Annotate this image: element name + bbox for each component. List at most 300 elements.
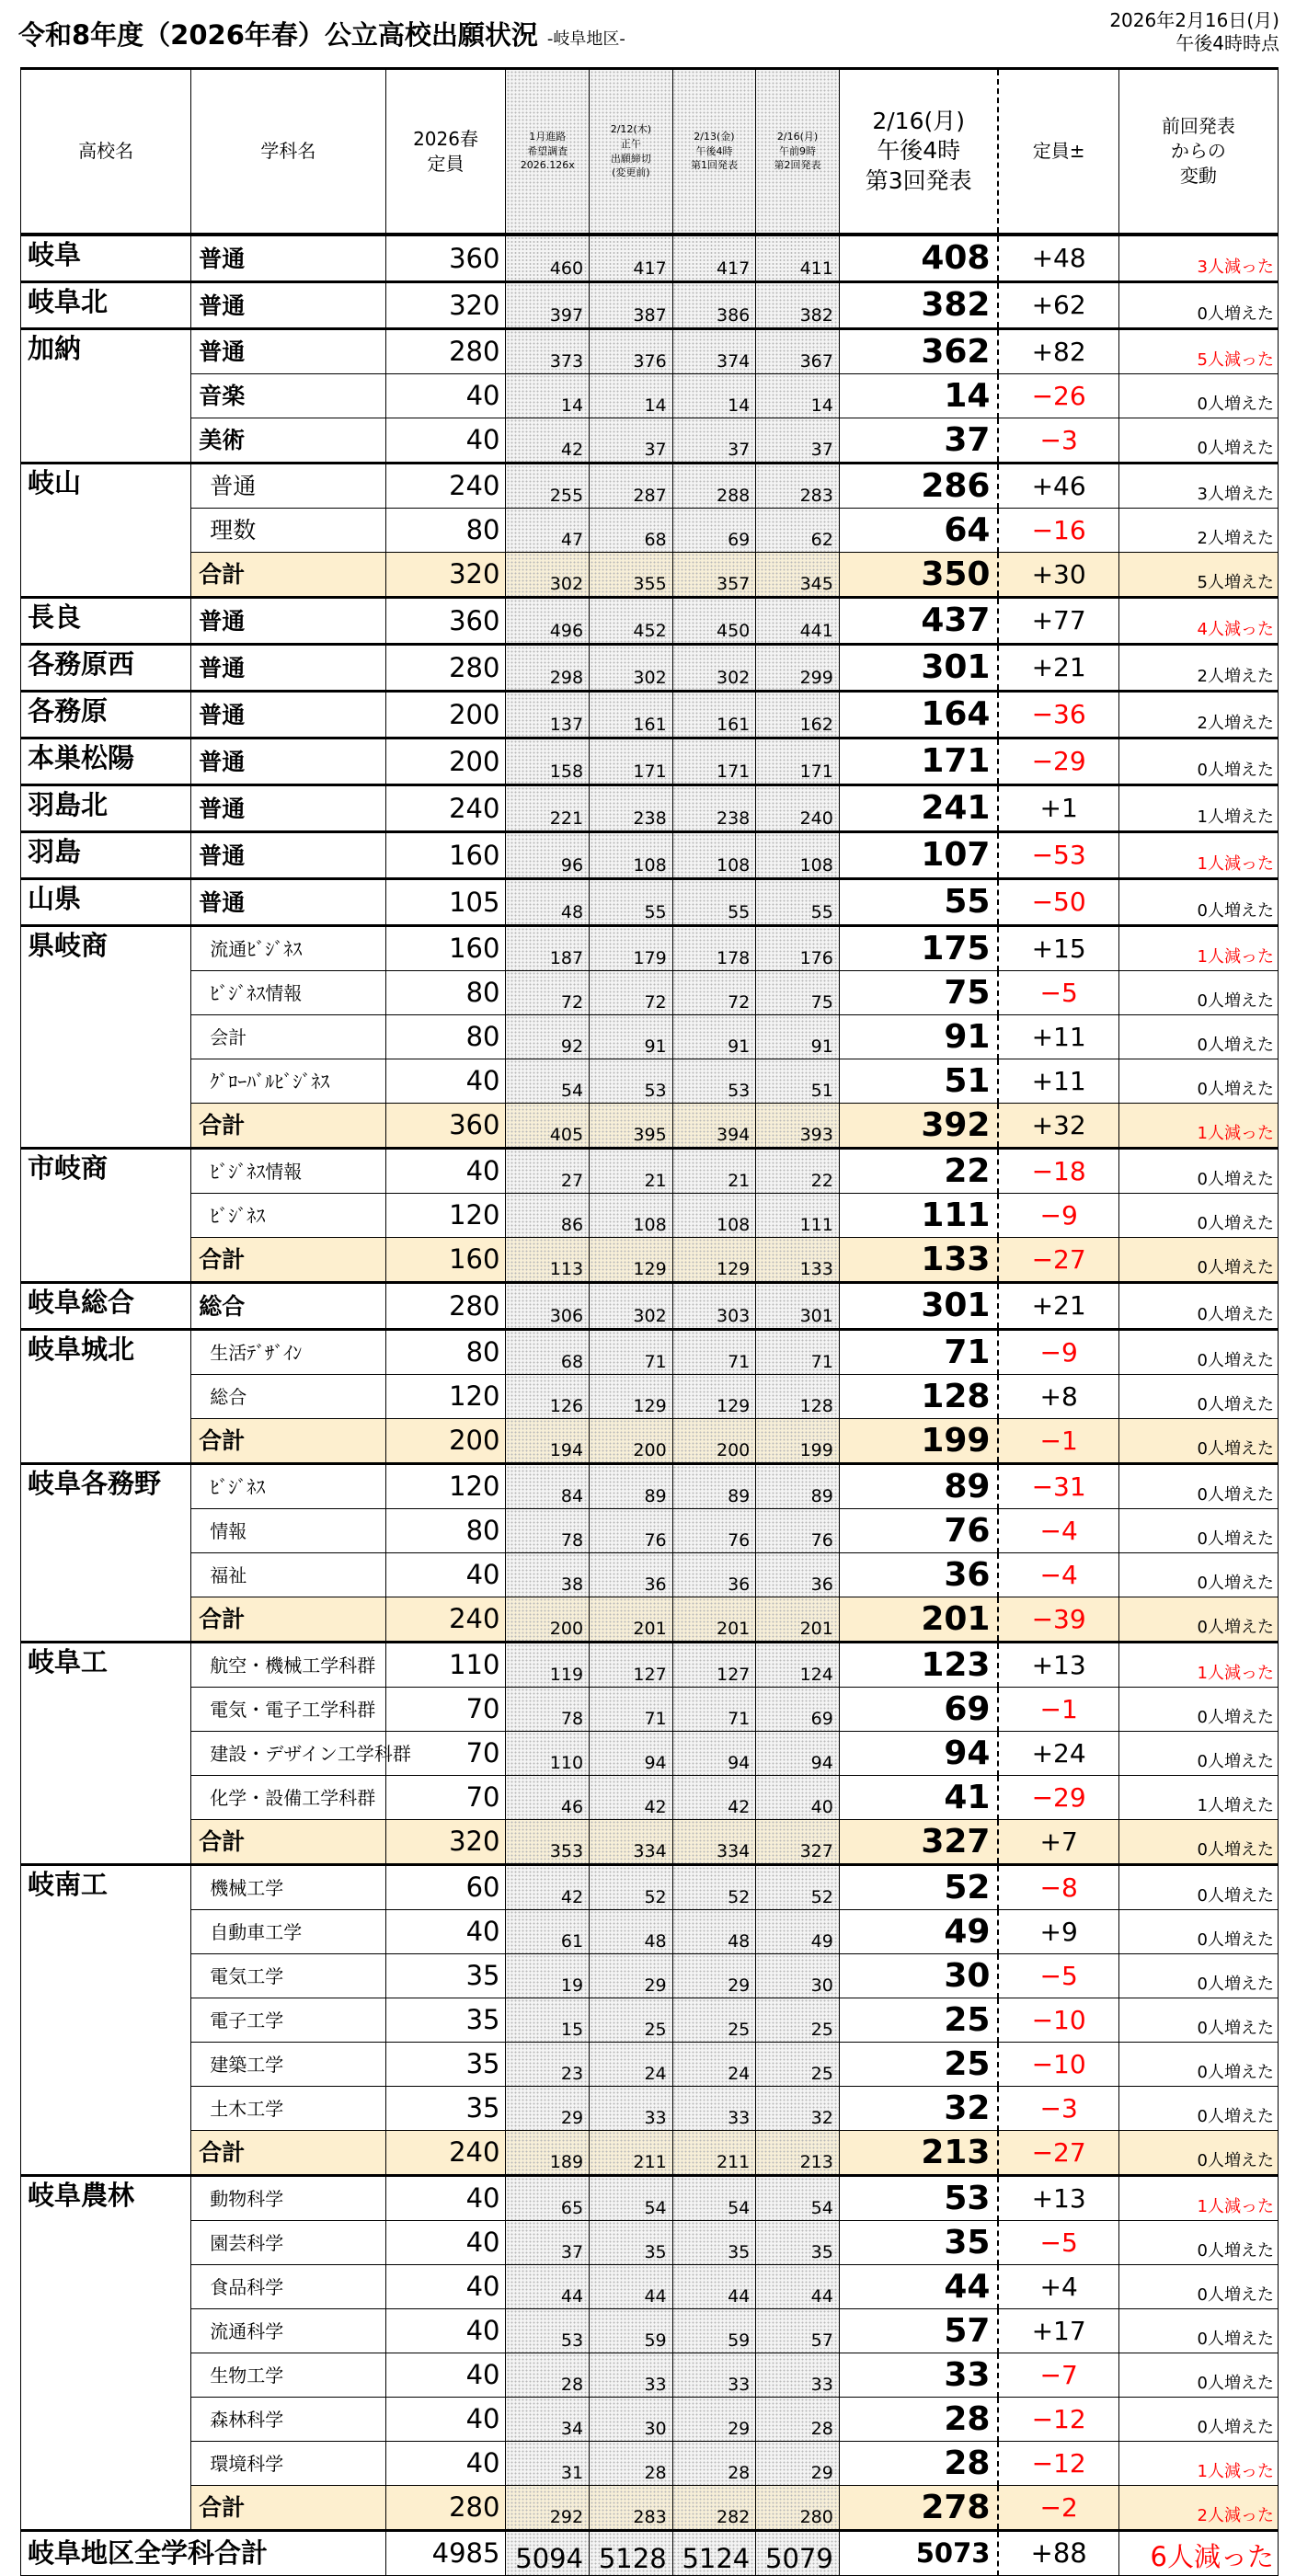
quota-cell: 120 [385, 1464, 506, 1509]
change-cell: 0人増えた [1118, 1954, 1278, 1998]
current-count-cell: 49 [839, 1910, 998, 1954]
grand-total-label: 岐阜地区全学科合計 [21, 2531, 386, 2576]
feb16am-cell: 171 [756, 738, 840, 785]
quota-diff-cell: −1 [998, 1688, 1118, 1732]
change-cell: 2人増えた [1118, 509, 1278, 553]
dept-name: 食品科学 [191, 2265, 385, 2309]
jan-survey-cell: 113 [506, 1238, 590, 1283]
feb13-cell: 127 [672, 1643, 756, 1688]
table-row [21, 282, 1279, 329]
feb13-cell: 53 [672, 1059, 756, 1104]
table-row [21, 738, 1279, 785]
feb16am-cell: 133 [756, 1238, 840, 1283]
feb12-cell: 91 [590, 1015, 673, 1059]
subtotal-row [21, 1104, 1279, 1149]
table-row [21, 832, 1279, 879]
quota-cell: 40 [385, 2176, 506, 2221]
current-count-cell: 35 [839, 2221, 998, 2265]
feb13-cell: 302 [672, 645, 756, 692]
change-cell: 0人増えた [1118, 1015, 1278, 1059]
subtotal-row [21, 1238, 1279, 1283]
dept-name: 合計 [191, 1419, 385, 1464]
quota-cell: 120 [385, 1194, 506, 1238]
jan-survey-cell: 29 [506, 2087, 590, 2131]
dept-name: ﾋﾞｼﾞﾈｽ情報 [191, 971, 385, 1015]
current-count-cell: 30 [839, 1954, 998, 1998]
feb12-head-4: (変更前) [612, 166, 650, 179]
school-name: 羽島 [21, 832, 191, 879]
dept-name: 流通科学 [191, 2309, 385, 2353]
current-count-cell: 241 [839, 785, 998, 832]
quota-diff-cell: −1 [998, 1419, 1118, 1464]
current-count-cell: 75 [839, 971, 998, 1015]
quota-cell: 70 [385, 1732, 506, 1776]
table-row [21, 2398, 1279, 2442]
change-cell: 0人増えた [1118, 1553, 1278, 1597]
quota-cell: 35 [385, 1954, 506, 1998]
dept-name: 動物科学 [191, 2176, 385, 2221]
table-row [21, 1954, 1279, 1998]
quota-diff-cell: −3 [998, 418, 1118, 464]
school-name: 長良 [21, 598, 191, 645]
current-count-cell: 213 [839, 2131, 998, 2176]
change-cell: 3人減った [1118, 235, 1278, 282]
quota-cell: 40 [385, 1059, 506, 1104]
table-row [21, 1283, 1279, 1330]
feb13-cell: 52 [672, 1865, 756, 1910]
table-row [21, 1015, 1279, 1059]
jan-survey-cell: 353 [506, 1820, 590, 1865]
subtotal-row [21, 1820, 1279, 1865]
change-cell: 1人増えた [1118, 785, 1278, 832]
feb12-cell: 36 [590, 1553, 673, 1597]
feb16am-cell: 51 [756, 1059, 840, 1104]
feb13-cell: 238 [672, 785, 756, 832]
quota-diff-cell: +21 [998, 645, 1118, 692]
current-count-cell: 51 [839, 1059, 998, 1104]
table-row [21, 1910, 1279, 1954]
quota-diff-cell: +32 [998, 1104, 1118, 1149]
feb13-cell: 374 [672, 329, 756, 374]
table-row [21, 2176, 1279, 2221]
quota-cell: 40 [385, 2221, 506, 2265]
school-name: 各務原 [21, 692, 191, 738]
jan-survey-cell: 53 [506, 2309, 590, 2353]
table-row [21, 971, 1279, 1015]
table-row [21, 1688, 1279, 1732]
quota-cell: 320 [385, 282, 506, 329]
feb12-cell: 129 [590, 1238, 673, 1283]
change-cell: 0人増えた [1118, 879, 1278, 926]
jan-survey-cell: 46 [506, 1776, 590, 1820]
quota-diff-cell: −5 [998, 971, 1118, 1015]
grand-feb12-cell: 5128 [590, 2531, 673, 2576]
feb12-cell: 59 [590, 2309, 673, 2353]
quota-cell: 40 [385, 2398, 506, 2442]
change-cell: 5人増えた [1118, 553, 1278, 598]
jan-head-2: 希望調査 [527, 144, 568, 157]
feb12-cell: 302 [590, 645, 673, 692]
jan-survey-cell: 86 [506, 1194, 590, 1238]
change-cell: 0人増えた [1118, 1149, 1278, 1194]
school-name: 各務原西 [21, 645, 191, 692]
change-cell: 0人増えた [1118, 1194, 1278, 1238]
feb13-cell: 71 [672, 1688, 756, 1732]
current-count-cell: 25 [839, 2043, 998, 2087]
current-count-cell: 32 [839, 2087, 998, 2131]
school-name: 岐阜工 [21, 1643, 191, 1865]
current-count-cell: 278 [839, 2486, 998, 2531]
jan-survey-cell: 38 [506, 1553, 590, 1597]
jan-survey-cell: 68 [506, 1330, 590, 1375]
quota-diff-cell: +1 [998, 785, 1118, 832]
change-cell: 1人減った [1118, 1104, 1278, 1149]
current-count-cell: 199 [839, 1419, 998, 1464]
quota-head-2: 定員 [427, 152, 464, 175]
change-cell: 0人増えた [1118, 2398, 1278, 2442]
current-count-cell: 164 [839, 692, 998, 738]
jan-survey-cell: 84 [506, 1464, 590, 1509]
feb16am-cell: 162 [756, 692, 840, 738]
feb16am-cell: 57 [756, 2309, 840, 2353]
dept-name: 合計 [191, 553, 385, 598]
feb13-cell: 28 [672, 2442, 756, 2486]
quota-cell: 35 [385, 1998, 506, 2043]
current-count-cell: 55 [839, 879, 998, 926]
current-count-cell: 22 [839, 1149, 998, 1194]
feb13-cell: 24 [672, 2043, 756, 2087]
current-count-cell: 91 [839, 1015, 998, 1059]
quota-diff-cell: −9 [998, 1194, 1118, 1238]
quota-diff-cell: −10 [998, 1998, 1118, 2043]
col-feb13 [672, 69, 756, 235]
quota-diff-cell: +4 [998, 2265, 1118, 2309]
feb13-cell: 29 [672, 2398, 756, 2442]
quota-diff-cell: −5 [998, 2221, 1118, 2265]
feb16am-cell: 240 [756, 785, 840, 832]
current-count-cell: 71 [839, 1330, 998, 1375]
change-cell: 0人増えた [1118, 1998, 1278, 2043]
change-cell: 0人増えた [1118, 1283, 1278, 1330]
change-cell: 1人減った [1118, 2176, 1278, 2221]
feb16am-cell: 30 [756, 1954, 840, 1998]
quota-cell: 70 [385, 1776, 506, 1820]
quota-diff-cell: −29 [998, 1776, 1118, 1820]
current-count-cell: 201 [839, 1597, 998, 1643]
dept-name: 合計 [191, 2131, 385, 2176]
feb16am-cell: 37 [756, 418, 840, 464]
dept-name: 建設・デザイン工学科群 [191, 1732, 385, 1776]
feb13-cell: 44 [672, 2265, 756, 2309]
school-name: 羽島北 [21, 785, 191, 832]
feb13-cell: 36 [672, 1553, 756, 1597]
feb16am-head-3: 第2回発表 [774, 159, 821, 172]
table-row [21, 598, 1279, 645]
feb13-cell: 108 [672, 1194, 756, 1238]
quota-diff-cell: +82 [998, 329, 1118, 374]
feb16am-cell: 327 [756, 1820, 840, 1865]
quota-diff-cell: −50 [998, 879, 1118, 926]
page-title [18, 15, 625, 52]
feb12-head-3: 出願締切 [610, 152, 651, 165]
quota-cell: 40 [385, 1149, 506, 1194]
jan-survey-cell: 65 [506, 2176, 590, 2221]
quota-cell: 40 [385, 2309, 506, 2353]
feb12-cell: 200 [590, 1419, 673, 1464]
feb13-cell: 129 [672, 1375, 756, 1419]
feb12-cell: 55 [590, 879, 673, 926]
change-head-1: 前回発表 [1161, 115, 1235, 137]
quota-cell: 70 [385, 1688, 506, 1732]
jan-survey-cell: 42 [506, 1865, 590, 1910]
feb12-cell: 94 [590, 1732, 673, 1776]
current-count-cell: 123 [839, 1643, 998, 1688]
feb12-cell: 355 [590, 553, 673, 598]
quota-cell: 35 [385, 2043, 506, 2087]
feb12-cell: 29 [590, 1954, 673, 1998]
table-body [21, 235, 1279, 2576]
change-cell: 0人増えた [1118, 738, 1278, 785]
table-row [21, 2309, 1279, 2353]
dept-name: 情報 [191, 1509, 385, 1553]
current-count-cell: 175 [839, 926, 998, 971]
dept-name: 合計 [191, 2486, 385, 2531]
dept-name: ｸﾞﾛｰﾊﾞﾙﾋﾞｼﾞﾈｽ [191, 1059, 385, 1104]
feb16am-cell: 28 [756, 2398, 840, 2442]
feb13-cell: 211 [672, 2131, 756, 2176]
current-count-cell: 94 [839, 1732, 998, 1776]
quota-cell: 120 [385, 1375, 506, 1419]
quota-diff-cell: −39 [998, 1597, 1118, 1643]
jan-survey-cell: 28 [506, 2353, 590, 2398]
feb13-cell: 76 [672, 1509, 756, 1553]
quota-cell: 160 [385, 926, 506, 971]
quota-diff-cell: −31 [998, 1464, 1118, 1509]
grand-total-row [21, 2531, 1279, 2576]
feb13-cell: 94 [672, 1732, 756, 1776]
change-cell: 0人増えた [1118, 2309, 1278, 2353]
table-row [21, 235, 1279, 282]
quota-cell: 360 [385, 1104, 506, 1149]
quota-diff-cell: +15 [998, 926, 1118, 971]
feb12-cell: 33 [590, 2087, 673, 2131]
feb13-cell: 417 [672, 235, 756, 282]
jan-survey-cell: 221 [506, 785, 590, 832]
quota-cell: 35 [385, 2087, 506, 2131]
grand-feb13-cell: 5124 [672, 2531, 756, 2576]
current-head-3: 第3回発表 [865, 166, 972, 194]
school-name: 本巣松陽 [21, 738, 191, 785]
subtotal-row [21, 553, 1279, 598]
feb12-cell: 287 [590, 464, 673, 509]
table-row [21, 785, 1279, 832]
dept-name: 建築工学 [191, 2043, 385, 2087]
subtotal-row [21, 2131, 1279, 2176]
feb13-cell: 69 [672, 509, 756, 553]
change-cell: 1人減った [1118, 832, 1278, 879]
current-count-cell: 89 [839, 1464, 998, 1509]
table-row [21, 1643, 1279, 1688]
feb16am-cell: 33 [756, 2353, 840, 2398]
quota-diff-cell: −29 [998, 738, 1118, 785]
feb12-cell: 42 [590, 1776, 673, 1820]
table-row [21, 464, 1279, 509]
quota-diff-cell: +11 [998, 1059, 1118, 1104]
feb16am-cell: 32 [756, 2087, 840, 2131]
feb13-cell: 35 [672, 2221, 756, 2265]
school-name: 岐阜総合 [21, 1283, 191, 1330]
change-cell: 0人増えた [1118, 1865, 1278, 1910]
feb12-cell: 68 [590, 509, 673, 553]
feb16am-cell: 108 [756, 832, 840, 879]
dept-name: 電気・電子工学科群 [191, 1688, 385, 1732]
feb13-cell: 178 [672, 926, 756, 971]
change-cell: 4人減った [1118, 598, 1278, 645]
change-cell: 0人増えた [1118, 1688, 1278, 1732]
quota-diff-cell: −4 [998, 1509, 1118, 1553]
feb13-cell: 201 [672, 1597, 756, 1643]
change-cell: 1人減った [1118, 1643, 1278, 1688]
current-count-cell: 286 [839, 464, 998, 509]
dept-name: 普通 [191, 282, 385, 329]
dept-name: 普通 [191, 329, 385, 374]
feb16am-cell: 111 [756, 1194, 840, 1238]
change-cell: 0人増えた [1118, 1820, 1278, 1865]
current-count-cell: 44 [839, 2265, 998, 2309]
jan-survey-cell: 48 [506, 879, 590, 926]
jan-survey-cell: 306 [506, 1283, 590, 1330]
change-cell: 0人増えた [1118, 2087, 1278, 2131]
change-cell: 1人減った [1118, 2442, 1278, 2486]
feb12-cell: 48 [590, 1910, 673, 1954]
quota-cell: 200 [385, 1419, 506, 1464]
feb12-cell: 28 [590, 2442, 673, 2486]
feb16am-cell: 76 [756, 1509, 840, 1553]
feb16am-cell: 49 [756, 1910, 840, 1954]
current-count-cell: 41 [839, 1776, 998, 1820]
change-cell: 0人増えた [1118, 2353, 1278, 2398]
quota-diff-cell: −53 [998, 832, 1118, 879]
quota-cell: 240 [385, 1597, 506, 1643]
dept-name: 合計 [191, 1597, 385, 1643]
change-cell: 2人減った [1118, 2486, 1278, 2531]
col-current [839, 69, 998, 235]
quota-diff-cell: +77 [998, 598, 1118, 645]
quota-cell: 280 [385, 329, 506, 374]
feb13-cell: 89 [672, 1464, 756, 1509]
feb13-cell: 55 [672, 879, 756, 926]
quota-diff-cell: −7 [998, 2353, 1118, 2398]
jan-survey-cell: 158 [506, 738, 590, 785]
col-change [1118, 69, 1278, 235]
col-quota [385, 69, 506, 235]
change-cell: 0人増えた [1118, 971, 1278, 1015]
quota-diff-cell: −9 [998, 1330, 1118, 1375]
feb12-cell: 161 [590, 692, 673, 738]
current-count-cell: 14 [839, 374, 998, 418]
jan-survey-cell: 255 [506, 464, 590, 509]
table-row [21, 1330, 1279, 1375]
dept-name: 普通 [191, 832, 385, 879]
school-name: 岐阜 [21, 235, 191, 282]
feb12-cell: 171 [590, 738, 673, 785]
dept-name: 化学・設備工学科群 [191, 1776, 385, 1820]
feb12-cell: 302 [590, 1283, 673, 1330]
region-label: -岐阜地区- [546, 29, 625, 49]
quota-cell: 40 [385, 2353, 506, 2398]
feb13-cell: 72 [672, 971, 756, 1015]
table-row [21, 1375, 1279, 1419]
feb16am-cell: 14 [756, 374, 840, 418]
feb12-cell: 417 [590, 235, 673, 282]
current-count-cell: 107 [839, 832, 998, 879]
date-line: 2026年2月16日(月) [1109, 9, 1279, 31]
feb12-cell: 108 [590, 832, 673, 879]
dept-name: ﾋﾞｼﾞﾈｽ [191, 1194, 385, 1238]
subtotal-row [21, 1597, 1279, 1643]
quota-cell: 240 [385, 785, 506, 832]
jan-survey-cell: 14 [506, 374, 590, 418]
feb13-cell: 91 [672, 1015, 756, 1059]
feb16am-cell: 89 [756, 1464, 840, 1509]
table-row [21, 374, 1279, 418]
feb13-cell: 200 [672, 1419, 756, 1464]
table-row [21, 509, 1279, 553]
change-cell: 2人増えた [1118, 692, 1278, 738]
dept-name: 電気工学 [191, 1954, 385, 1998]
quota-diff-cell: +13 [998, 1643, 1118, 1688]
feb13-cell: 25 [672, 1998, 756, 2043]
change-cell: 0人増えた [1118, 1238, 1278, 1283]
quota-diff-cell: −27 [998, 1238, 1118, 1283]
school-name: 岐山 [21, 464, 191, 598]
jan-survey-cell: 78 [506, 1688, 590, 1732]
grand-quota-cell: 4985 [385, 2531, 506, 2576]
change-cell: 0人増えた [1118, 1059, 1278, 1104]
change-cell: 0人増えた [1118, 1464, 1278, 1509]
feb12-cell: 334 [590, 1820, 673, 1865]
change-cell: 0人増えた [1118, 2221, 1278, 2265]
jan-head-1: 1月進路 [529, 130, 567, 143]
quota-diff-cell: +13 [998, 2176, 1118, 2221]
dept-name: 生活ﾃﾞｻﾞｲﾝ [191, 1330, 385, 1375]
feb13-cell: 171 [672, 738, 756, 785]
school-name: 岐阜城北 [21, 1330, 191, 1464]
dept-name: 福祉 [191, 1553, 385, 1597]
feb13-cell: 33 [672, 2087, 756, 2131]
feb16am-cell: 345 [756, 553, 840, 598]
quota-cell: 60 [385, 1865, 506, 1910]
jan-head-3: 2026.126x [520, 159, 575, 172]
quota-cell: 200 [385, 738, 506, 785]
dept-name: 園芸科学 [191, 2221, 385, 2265]
table-row [21, 1553, 1279, 1597]
current-count-cell: 392 [839, 1104, 998, 1149]
dept-name: 電子工学 [191, 1998, 385, 2043]
feb16am-cell: 36 [756, 1553, 840, 1597]
quota-cell: 40 [385, 374, 506, 418]
feb12-cell: 35 [590, 2221, 673, 2265]
feb16am-head-1: 2/16(月) [776, 130, 819, 143]
feb12-cell: 71 [590, 1688, 673, 1732]
jan-survey-cell: 110 [506, 1732, 590, 1776]
dept-name: 機械工学 [191, 1865, 385, 1910]
jan-survey-cell: 92 [506, 1015, 590, 1059]
dept-name: 普通 [191, 645, 385, 692]
feb16am-cell: 54 [756, 2176, 840, 2221]
feb13-cell: 303 [672, 1283, 756, 1330]
subtotal-row [21, 2486, 1279, 2531]
